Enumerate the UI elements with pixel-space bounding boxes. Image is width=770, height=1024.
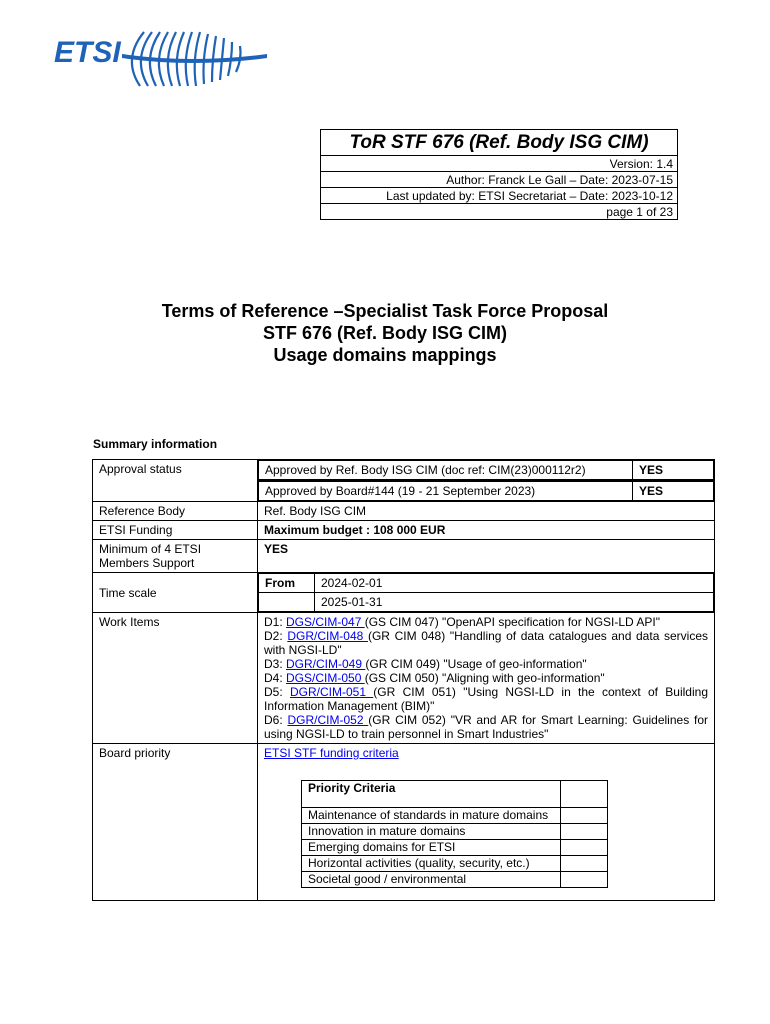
approval-row-1 xyxy=(258,460,715,481)
updated-line: Last updated by: ETSI Secretariat – Date: 2023-10-12 xyxy=(321,188,677,204)
min-members-label: Minimum of 4 ETSI Members Support xyxy=(93,540,258,573)
priority-row: Emerging domains for ETSI xyxy=(302,840,561,856)
title-line-3: Usage domains mappings xyxy=(273,345,497,365)
summary-heading: Summary information xyxy=(93,437,218,451)
work-item: D2: DGR/CIM-048 (GR CIM 048) "Handling of data catalogues and data services with NGSI-LD" xyxy=(264,629,708,657)
work-items-list xyxy=(258,613,715,744)
funding-label: ETSI Funding xyxy=(93,521,258,540)
summary-table xyxy=(92,459,715,901)
approval-1-text: Approved by Ref. Body ISG CIM (doc ref: CIM(23)000112r2) xyxy=(259,461,633,480)
main-title xyxy=(0,300,770,366)
priority-checkbox[interactable] xyxy=(561,872,608,888)
work-item-link[interactable]: DGS/CIM-047 xyxy=(286,615,365,629)
approval-2-value: YES xyxy=(633,482,714,501)
from-date: 2024-02-01 xyxy=(315,574,714,593)
work-item: D1: DGS/CIM-047 (GS CIM 047) "OpenAPI specification for NGSI-LD API" xyxy=(264,615,660,629)
funding-criteria-link[interactable]: ETSI STF funding criteria xyxy=(264,746,399,760)
to-date: 2025-01-31 xyxy=(315,593,714,612)
reference-body-value: Ref. Body ISG CIM xyxy=(258,502,715,521)
approval-1-value: YES xyxy=(633,461,714,480)
page-number: page 1 of 23 xyxy=(606,205,673,219)
time-scale-cell xyxy=(258,573,715,613)
work-items-label: Work Items xyxy=(93,613,258,744)
priority-checkbox[interactable] xyxy=(561,781,608,808)
version-line: Version: 1.4 xyxy=(321,156,677,172)
document-title: ToR STF 676 (Ref. Body ISG CIM) xyxy=(321,130,677,156)
approval-2-text: Approved by Board#144 (19 - 21 September 2023) xyxy=(259,482,633,501)
work-item-link[interactable]: DGR/CIM-049 xyxy=(286,657,366,671)
priority-checkbox[interactable] xyxy=(561,824,608,840)
work-item: D6: DGR/CIM-052 (GR CIM 052) "VR and AR for Smart Learning: Guidelines for using NGSI-LD to train personnel in Smart Industries" xyxy=(264,713,708,741)
etsi-logo xyxy=(52,24,272,94)
priority-row: Societal good / environmental xyxy=(302,872,561,888)
priority-checkbox[interactable] xyxy=(561,840,608,856)
author-line: Author: Franck Le Gall – Date: 2023-07-15 xyxy=(321,172,677,188)
priority-checkbox[interactable] xyxy=(561,808,608,824)
work-item: D4: DGS/CIM-050 (GS CIM 050) "Aligning with geo-information" xyxy=(264,671,605,685)
funding-value: Maximum budget : 108 000 EUR xyxy=(258,521,715,540)
priority-criteria-table xyxy=(301,780,608,888)
time-scale-label: Time scale xyxy=(93,573,258,613)
title-line-1: Terms of Reference –Specialist Task Force Proposal xyxy=(161,301,609,321)
svg-text:ETSI: ETSI xyxy=(54,36,121,69)
reference-body-label: Reference Body xyxy=(93,502,258,521)
title-line-2: STF 676 (Ref. Body ISG CIM) xyxy=(262,323,508,343)
to-label-empty xyxy=(259,593,315,612)
board-priority-cell xyxy=(258,744,715,901)
document-header-box xyxy=(320,129,678,220)
board-priority-label: Board priority xyxy=(93,744,258,901)
approval-row-2 xyxy=(258,481,715,502)
work-item-link[interactable]: DGR/CIM-052 xyxy=(287,713,369,727)
work-item-link[interactable]: DGR/CIM-048 xyxy=(287,629,368,643)
priority-checkbox[interactable] xyxy=(561,856,608,872)
priority-row: Maintenance of standards in mature domains xyxy=(302,808,561,824)
work-item: D5: DGR/CIM-051 (GR CIM 051) "Using NGSI-LD in the context of Building Information Management (BIM)" xyxy=(264,685,708,713)
approval-label: Approval status xyxy=(93,460,258,502)
from-label: From xyxy=(259,574,315,593)
priority-row: Innovation in mature domains xyxy=(302,824,561,840)
min-members-value: YES xyxy=(258,540,715,573)
work-item-link[interactable]: DGR/CIM-051 xyxy=(289,685,374,699)
work-item: D3: DGR/CIM-049 (GR CIM 049) "Usage of geo-information" xyxy=(264,657,587,671)
priority-row: Horizontal activities (quality, security, etc.) xyxy=(302,856,561,872)
work-item-link[interactable]: DGS/CIM-050 xyxy=(286,671,365,685)
priority-criteria-header: Priority Criteria xyxy=(302,781,561,808)
